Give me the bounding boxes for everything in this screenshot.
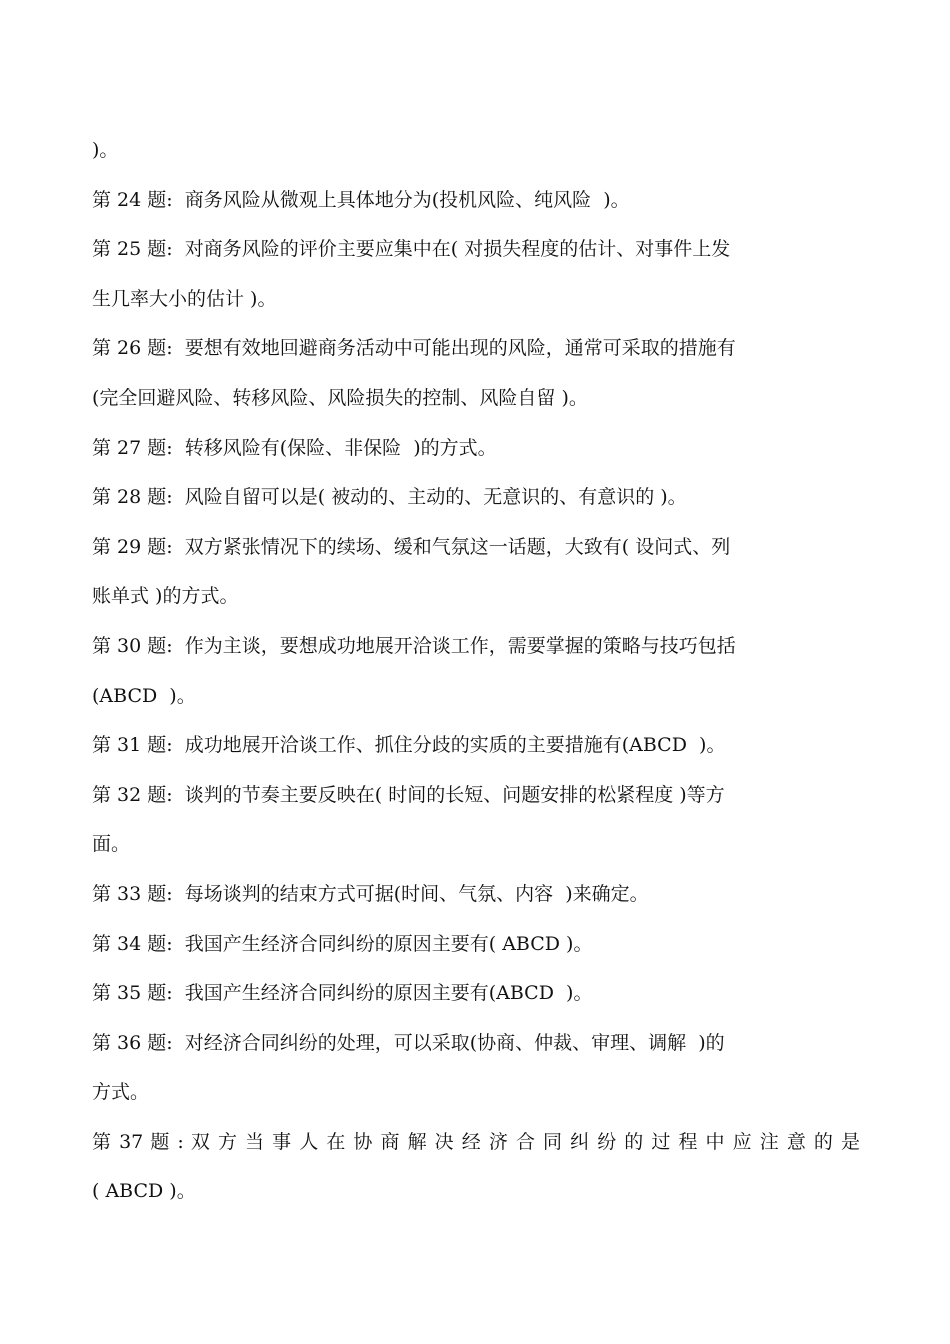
question-24: 第 24 题: 商务风险从微观上具体地分为(投机风险、纯风险 )。 [92,188,630,211]
question-37-cont: ( ABCD )。 [92,1180,196,1203]
question-37: 第 37 题 : 双 方 当 事 人 在 协 商 解 决 经 济 合 同 纠 纷 的 过 程 中 应 注 意 的 是 [92,1130,860,1153]
question-35: 第 35 题: 我国产生经济合同纠纷的原因主要有(ABCD )。 [92,982,593,1005]
text-line: )。 [92,139,119,161]
question-30-cont: (ABCD )。 [92,684,196,707]
question-33: 第 33 题: 每场谈判的结束方式可据(时间、气氛、内容 )来确定。 [92,882,649,905]
question-30: 第 30 题: 作为主谈，要想成功地展开洽谈工作，需要掌握的策略与技巧包括 [92,634,736,657]
question-36-cont: 方式。 [92,1081,150,1104]
question-34: 第 34 题: 我国产生经济合同纠纷的原因主要有( ABCD )。 [92,932,593,955]
question-28: 第 28 题: 风险自留可以是( 被动的、主动的、无意识的、有意识的 )。 [92,486,687,509]
question-29: 第 29 题: 双方紧张情况下的续场、缓和气氛这一话题，大致有( 设问式、列 [92,535,731,558]
question-36: 第 36 题: 对经济合同纠纷的处理，可以采取(协商、仲裁、审理、调解 )的 [92,1031,725,1054]
question-32: 第 32 题: 谈判的节奏主要反映在( 时间的长短、问题安排的松紧程度 )等方 [92,783,725,806]
question-25: 第 25 题: 对商务风险的评价主要应集中在( 对损失程度的估计、对事件上发 [92,238,731,261]
question-32-cont: 面。 [92,833,131,856]
question-26: 第 26 题: 要想有效地回避商务活动中可能出现的风险，通常可采取的措施有 [92,337,736,360]
question-27: 第 27 题: 转移风险有(保险、非保险 )的方式。 [92,436,497,459]
question-25-cont: 生几率大小的估计 )。 [92,287,277,310]
question-29-cont: 账单式 )的方式。 [92,585,239,608]
document-page [92,126,860,1217]
question-31: 第 31 题: 成功地展开洽谈工作、抓住分歧的实质的主要措施有(ABCD )。 [92,734,726,757]
question-26-cont: (完全回避风险、转移风险、风险损失的控制、风险自留 )。 [92,386,588,409]
